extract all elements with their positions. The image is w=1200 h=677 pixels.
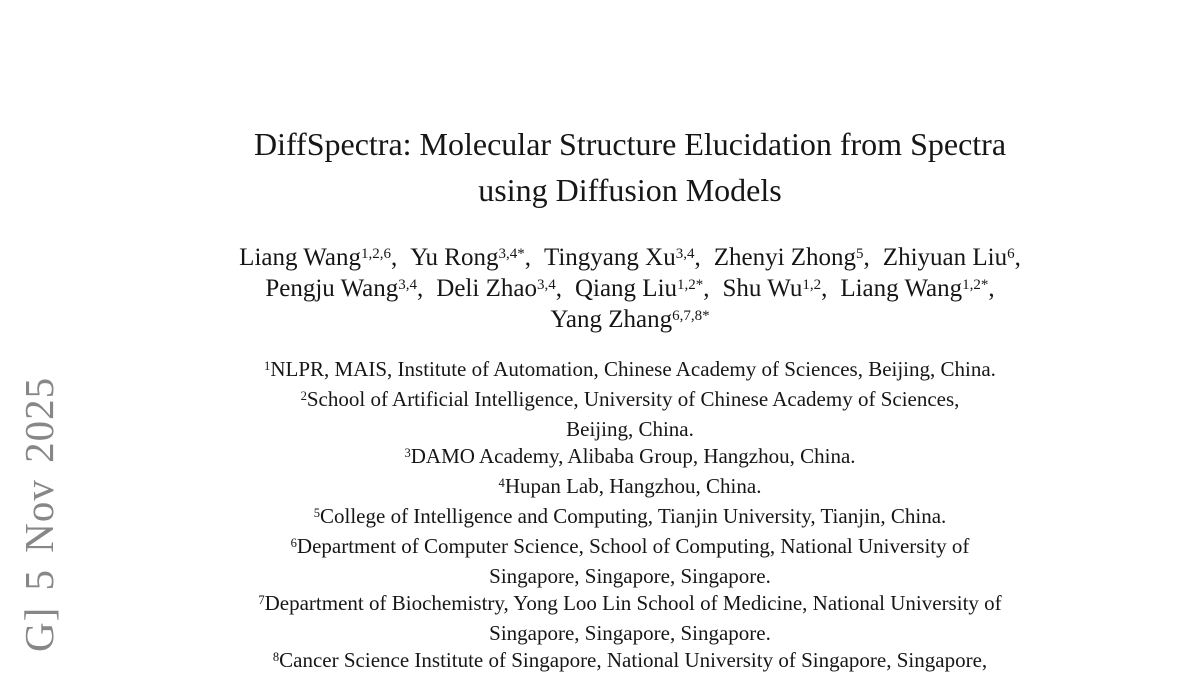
author-superscript: 1,2,6 [360, 245, 391, 262]
affiliation-line: $^8$Cancer Science Institute of Singapore, National University of Singapore, Singapore, [272, 648, 988, 672]
affiliation-line: $^3$DAMO Academy, Alibaba Group, Hangzhou, China. [404, 444, 856, 468]
affiliation-line: $^7$Department of Biochemistry, Yong Loo Lin School of Medicine, National University of [258, 591, 1002, 615]
author-lines [60, 244, 1200, 337]
author-superscript: 5 [856, 245, 864, 262]
affiliation-superscript: 1 [264, 358, 271, 373]
author-superscript: 6,7,8* [672, 307, 710, 324]
author-superscript: 3,4* [498, 245, 525, 262]
affiliation-line: $^5$College of Intelligence and Computing, Tianjin University, Tianjin, China. [313, 504, 947, 528]
affiliation-line: $^4$Hupan Lab, Hangzhou, China. [498, 474, 762, 498]
author-name: Pengju Wang [265, 275, 399, 302]
author-line [60, 275, 1200, 306]
title-line-2: using Diffusion Models [478, 172, 782, 208]
author-superscript: 6 [1007, 245, 1015, 262]
author-superscript: 1,2* [962, 276, 989, 293]
author-superscript: 1,2* [677, 276, 704, 293]
paper-content [60, 0, 1200, 677]
author [550, 306, 709, 333]
author-name: Qiang Liu [574, 275, 678, 302]
affiliation-superscript: 8 [272, 649, 280, 664]
author-name: Shu Wu [722, 275, 803, 302]
author: Zhiyuan Liu$^6$, [882, 244, 1021, 271]
author-name: Zhenyi Zhong [713, 244, 857, 271]
affiliation-list [60, 356, 1200, 677]
author-line [60, 244, 1200, 275]
author: Qiang Liu$^{1,2*}$, [574, 275, 710, 302]
author-superscript: 3,4 [675, 245, 695, 262]
author: Liang Wang$^{1,2*}$, [840, 275, 995, 302]
author: Shu Wu$^{1,2}$, [722, 275, 828, 302]
affiliation-line: $^1$NLPR, MAIS, Institute of Automation, Chinese Academy of Sciences, Beijing, China. [264, 357, 996, 381]
author: Liang Wang$^{1,2,6}$, [239, 244, 398, 271]
author-name: Tingyang Xu [543, 244, 676, 271]
author-name: Liang Wang [239, 244, 361, 271]
author: Pengju Wang$^{3,4}$, [265, 275, 424, 302]
affiliation-line: Singapore, Singapore, Singapore. [489, 621, 771, 645]
author-name: Yu Rong [410, 244, 499, 271]
affiliation-superscript: 5 [313, 505, 320, 520]
author-line [60, 306, 1200, 337]
paper-title [60, 121, 1200, 213]
arxiv-watermark: G] 5 Nov 2025 [16, 376, 62, 652]
author: Zhenyi Zhong$^5$, [713, 244, 870, 271]
author-superscript: 3,4 [398, 276, 418, 293]
affiliation-line: Singapore, Singapore, Singapore. [489, 564, 771, 588]
title-line-1: DiffSpectra: Molecular Structure Elucidation from Spectra [253, 126, 1007, 162]
author-superscript: 3,4 [536, 276, 556, 293]
author-name: Yang Zhang [550, 306, 673, 333]
author: Deli Zhao$^{3,4}$, [436, 275, 562, 302]
author-superscript: 1,2 [802, 276, 822, 293]
author-name: Liang Wang [840, 275, 963, 302]
affiliation-superscript: 6 [290, 535, 297, 550]
affiliation-line: $^2$School of Artificial Intelligence, University of Chinese Academy of Sciences, [300, 387, 960, 411]
author-name: Deli Zhao [436, 275, 537, 302]
affiliation-superscript: 2 [300, 388, 307, 403]
author: Yu Rong$^{3,4*}$, [410, 244, 531, 271]
author-name: Zhiyuan Liu [882, 244, 1008, 271]
affiliation-line: Beijing, China. [566, 417, 694, 441]
affiliation-line: $^6$Department of Computer Science, School of Computing, National University of [290, 534, 970, 558]
affiliation-superscript: 7 [258, 592, 265, 607]
affiliation-superscript: 4 [498, 475, 505, 490]
affiliation-superscript: 3 [404, 445, 411, 460]
author: Tingyang Xu$^{3,4}$, [543, 244, 701, 271]
